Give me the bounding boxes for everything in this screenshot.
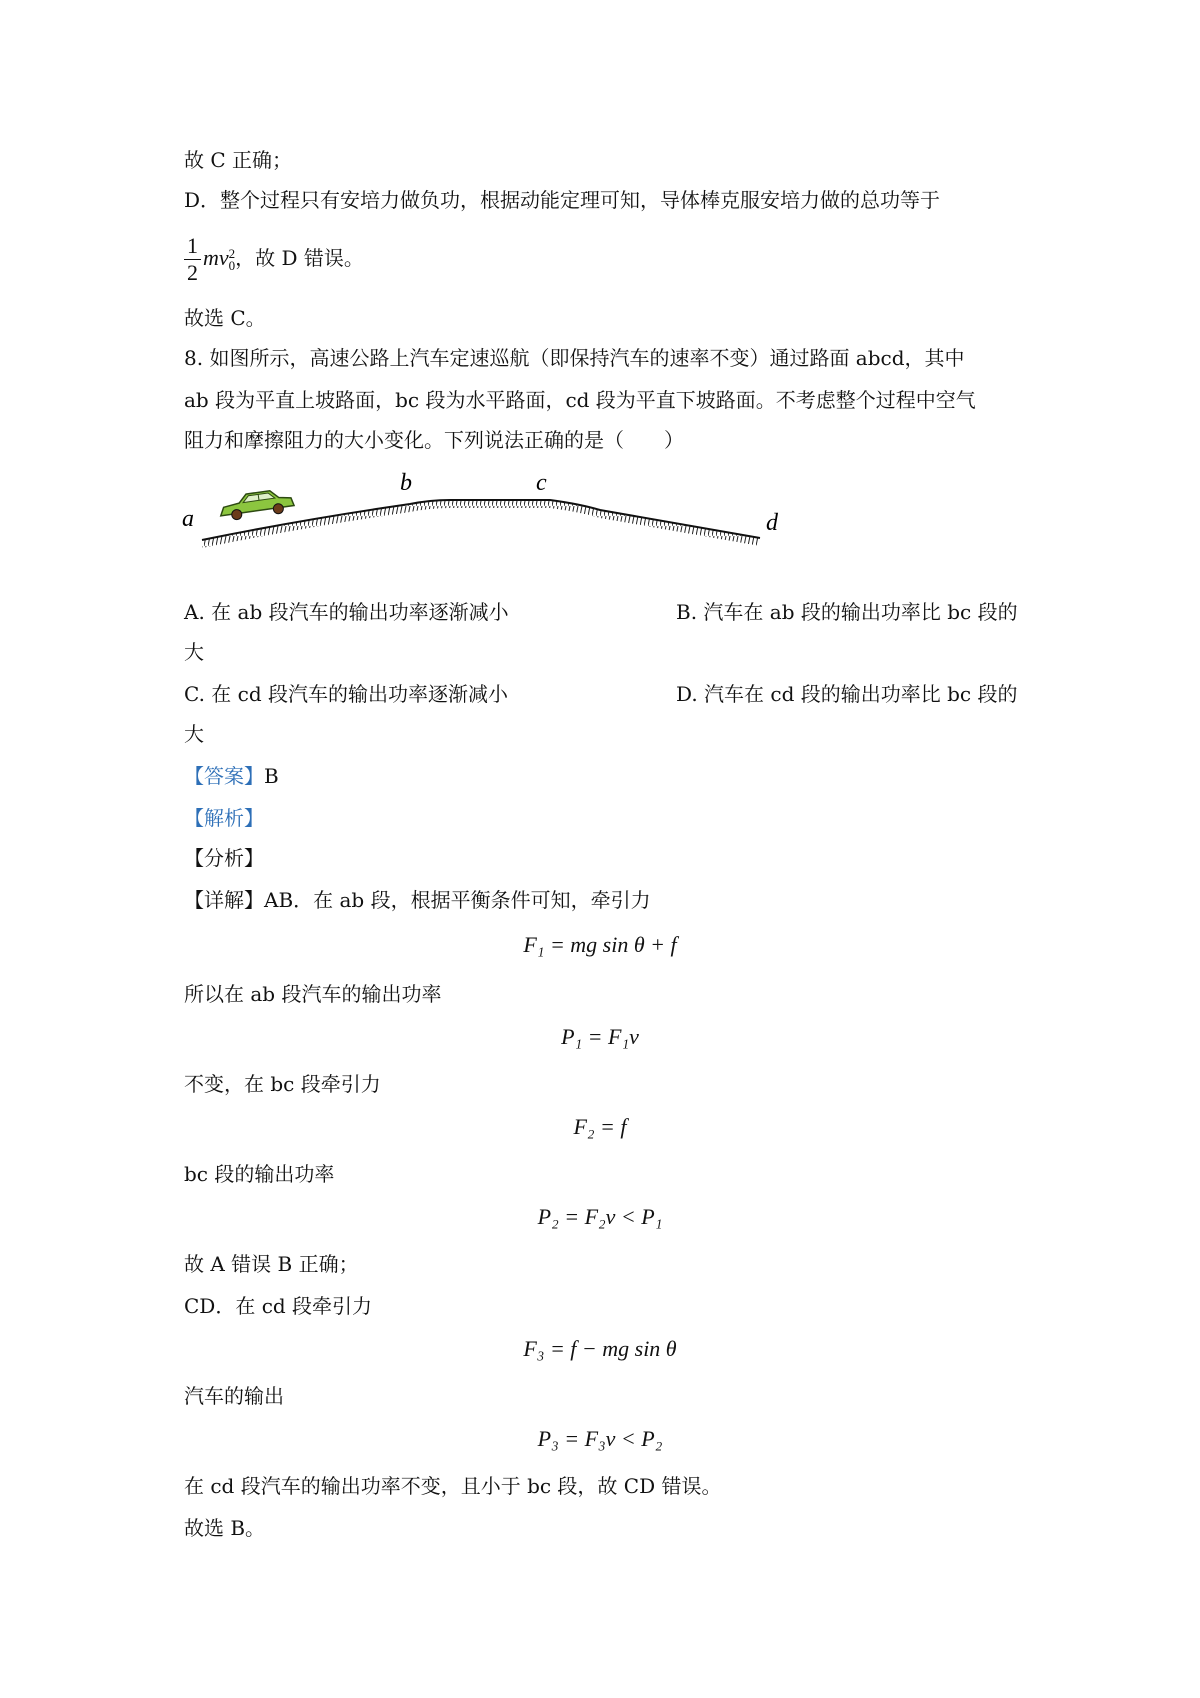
equation-p2: P₂ = F₂v < P₁ <box>537 1204 663 1229</box>
equation-f3: F₃ = f − mg sin θ <box>523 1336 677 1361</box>
question-text: 8. 如图所示，高速公路上汽车定速巡航（即保持汽车的速率不变）通过路面 abcd，其中 <box>184 346 965 370</box>
fenxi-tag: 【分析】 <box>184 846 264 870</box>
answer-value: B <box>264 764 279 788</box>
text-line: 不变，在 bc 段牵引力 <box>184 1072 381 1096</box>
option-b: B. 汽车在 ab 段的输出功率比 bc 段的 <box>676 600 1018 624</box>
text-line: 汽车的输出 <box>184 1384 284 1408</box>
text-line: 所以在 ab 段汽车的输出功率 <box>184 982 442 1006</box>
option-a: A. 在 ab 段汽车的输出功率逐渐减小 <box>184 600 509 624</box>
detail-text: AB．在 ab 段，根据平衡条件可知，牵引力 <box>264 888 651 912</box>
fraction-denominator: 2 <box>187 260 198 285</box>
equation-p1: P₁ = F₁v <box>561 1024 639 1049</box>
mv-symbol: mv <box>203 245 229 270</box>
fraction-numerator: 1 <box>184 233 201 260</box>
label-b: b <box>400 470 412 496</box>
text-line: 在 cd 段汽车的输出功率不变，且小于 bc 段，故 CD 错误。 <box>184 1474 722 1498</box>
exponent: 2 <box>228 245 236 261</box>
equation-p3: P₃ = F₃v < P₂ <box>537 1426 663 1451</box>
detail-line <box>184 886 651 914</box>
text-line: D．整个过程只有安培力做负功，根据动能定理可知，导体棒克服安培力做的总功等于 <box>184 188 941 212</box>
text-line: 故选 B。 <box>184 1516 266 1540</box>
text-line: bc 段的输出功率 <box>184 1162 335 1186</box>
option-c: C. 在 cd 段汽车的输出功率逐渐减小 <box>184 682 509 706</box>
question-text: 阻力和摩擦阻力的大小变化。下列说法正确的是（ ） <box>184 428 684 452</box>
label-d: d <box>766 510 778 536</box>
car-icon <box>218 488 295 522</box>
text-fragment: ，故 D 错误。 <box>235 246 364 270</box>
text-line: 故选 C。 <box>184 306 266 330</box>
option-d: D. 汽车在 cd 段的输出功率比 bc 段的 <box>676 682 1018 706</box>
fraction-half <box>184 233 201 286</box>
option-b-continued: 大 <box>184 640 204 664</box>
formula-line <box>184 232 364 286</box>
text-line: 故 A 错误 B 正确； <box>184 1252 359 1276</box>
label-a: a <box>182 506 194 532</box>
option-d-continued: 大 <box>184 722 204 746</box>
analysis-tag: 【解析】 <box>184 806 264 830</box>
detail-tag: 【详解】 <box>184 888 264 912</box>
text-line: CD．在 cd 段牵引力 <box>184 1294 373 1318</box>
answer-line <box>184 762 279 790</box>
kinetic-energy-term <box>203 245 236 273</box>
equation-f2: F₂ = f <box>573 1114 627 1139</box>
road-profile-figure <box>180 466 800 566</box>
subscript: 0 <box>228 257 236 273</box>
answer-tag: 【答案】 <box>184 764 264 788</box>
question-text: ab 段为平直上坡路面，bc 段为水平路面，cd 段为平直下坡路面。不考虑整个过程中空气 <box>184 388 976 412</box>
text-line: 故 C 正确； <box>184 148 293 172</box>
equation-f1: F₁ = mg sin θ + f <box>523 932 677 957</box>
label-c: c <box>536 470 547 496</box>
